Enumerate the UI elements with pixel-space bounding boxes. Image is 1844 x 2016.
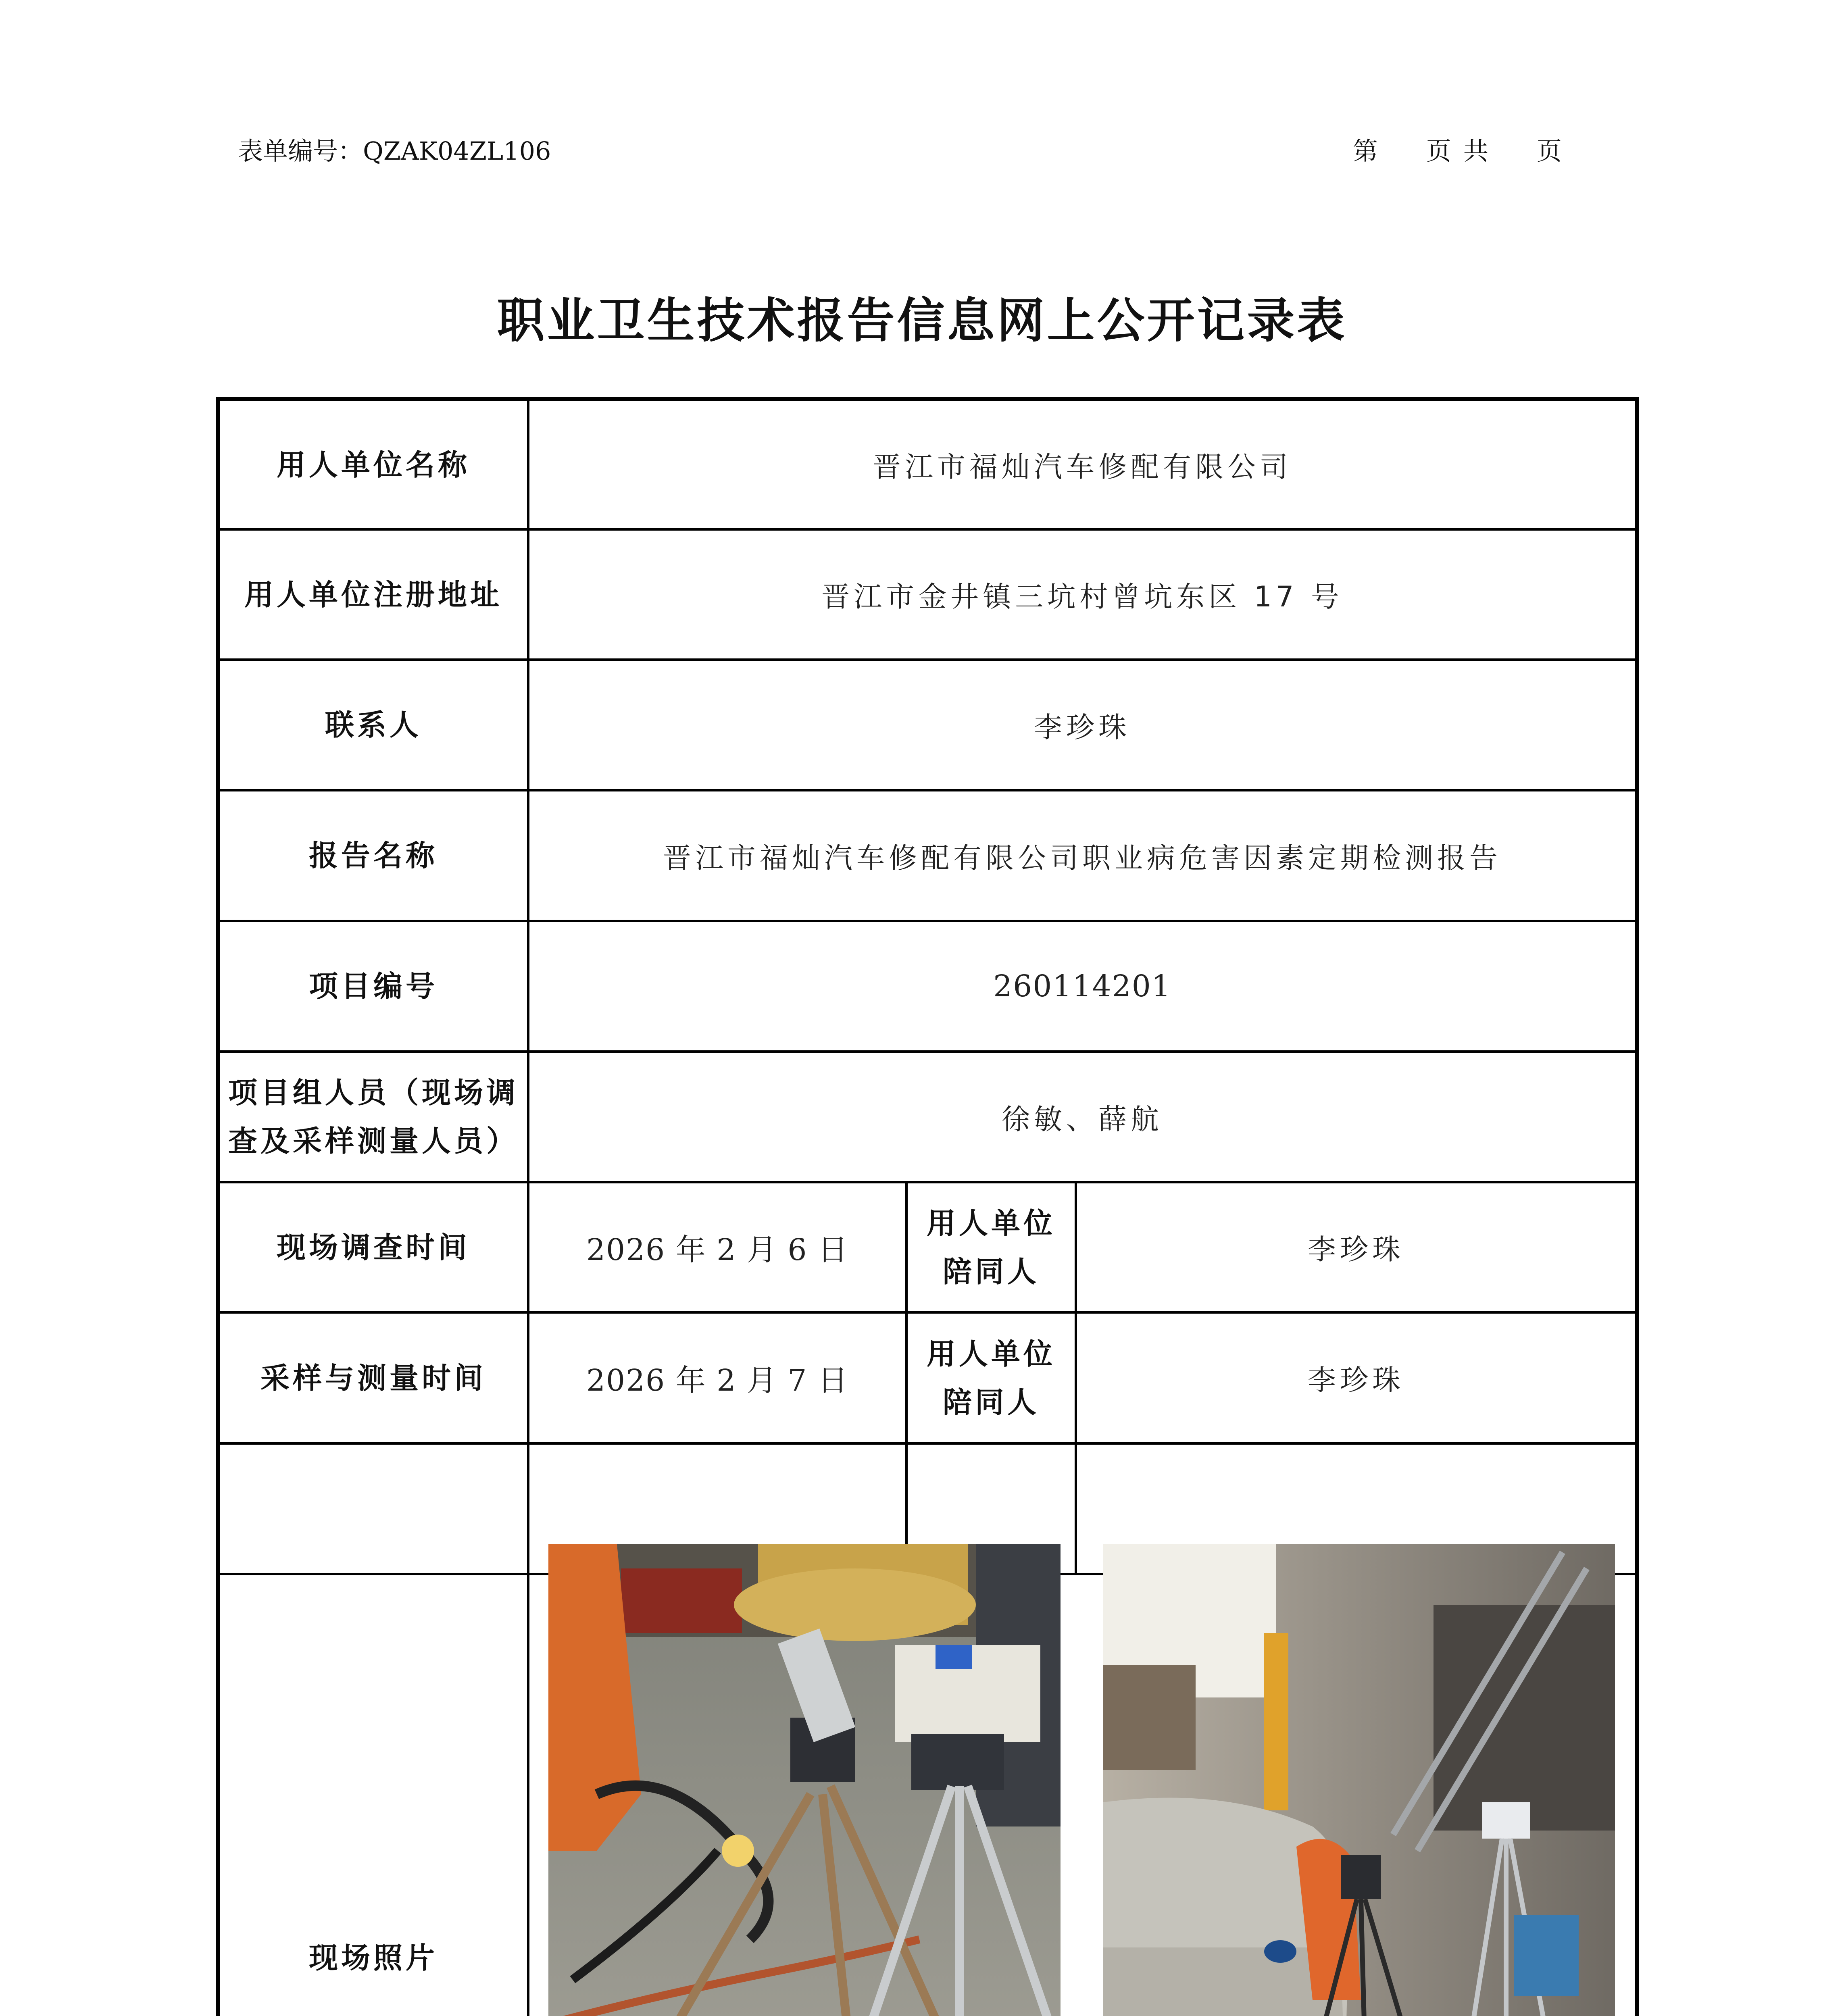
survey-time-value: 2026 年 2 月 6 日 xyxy=(586,1232,849,1267)
project-members-label-line2: 查及采样测量人员） xyxy=(228,1124,519,1158)
employer-name-label: 用人单位名称 xyxy=(276,448,470,482)
record-table xyxy=(216,397,1639,2016)
site-photo-2 xyxy=(1103,1544,1615,2016)
survey-escort-label xyxy=(908,1183,1075,1311)
project-number-label: 项目编号 xyxy=(308,969,438,1003)
employer-name-value: 晋江市福灿汽车修配有限公司 xyxy=(873,450,1292,483)
site-photos-label: 现场照片 xyxy=(308,1941,438,1975)
page-di: 第 xyxy=(1353,136,1378,166)
project-members-label xyxy=(220,1053,527,1181)
survey-time-label: 现场调查时间 xyxy=(276,1230,470,1264)
page-ye: 页 xyxy=(1426,136,1452,166)
page-ye2: 页 xyxy=(1537,136,1562,166)
page-gong: 共 xyxy=(1463,136,1489,166)
project-members-label-line1: 项目组人员（现场调 xyxy=(228,1076,519,1110)
report-name-value: 晋江市福灿汽车修配有限公司职业病危害因素定期检测报告 xyxy=(663,841,1502,875)
sampling-time-value: 2026 年 2 月 7 日 xyxy=(586,1363,849,1398)
employer-address-label: 用人单位注册地址 xyxy=(244,577,502,612)
site-photo-2-image xyxy=(1103,1544,1615,2016)
sampling-escort-label-line1: 用人单位 xyxy=(926,1337,1056,1371)
form-number-label: 表单编号： xyxy=(238,136,363,166)
site-photo-1-image xyxy=(548,1544,1061,2016)
employer-address-value: 晋江市金井镇三坑村曾坑东区 17 号 xyxy=(821,580,1343,613)
contact-value: 李珍珠 xyxy=(1034,710,1131,744)
report-name-label: 报告名称 xyxy=(308,839,438,873)
contact-label: 联系人 xyxy=(325,708,422,742)
sampling-escort-value: 李珍珠 xyxy=(1308,1364,1404,1397)
site-photo-1 xyxy=(548,1544,1061,2016)
sampling-time-label: 采样与测量时间 xyxy=(260,1361,486,1395)
page-counter xyxy=(1353,131,1562,167)
form-number xyxy=(238,131,551,167)
sampling-escort-label xyxy=(908,1314,1075,1442)
survey-escort-label-line1: 用人单位 xyxy=(926,1206,1056,1240)
survey-escort-label-line2: 陪同人 xyxy=(942,1254,1040,1289)
form-number-value: QZAK04ZL106 xyxy=(363,136,551,166)
project-members-value: 徐敏、薛航 xyxy=(1002,1102,1163,1136)
page-title: 职业卫生技术报告信息网上公开记录表 xyxy=(497,293,1347,348)
survey-escort-value: 李珍珠 xyxy=(1308,1233,1404,1266)
sampling-escort-label-line2: 陪同人 xyxy=(942,1385,1040,1419)
project-number-value: 260114201 xyxy=(993,969,1171,1004)
